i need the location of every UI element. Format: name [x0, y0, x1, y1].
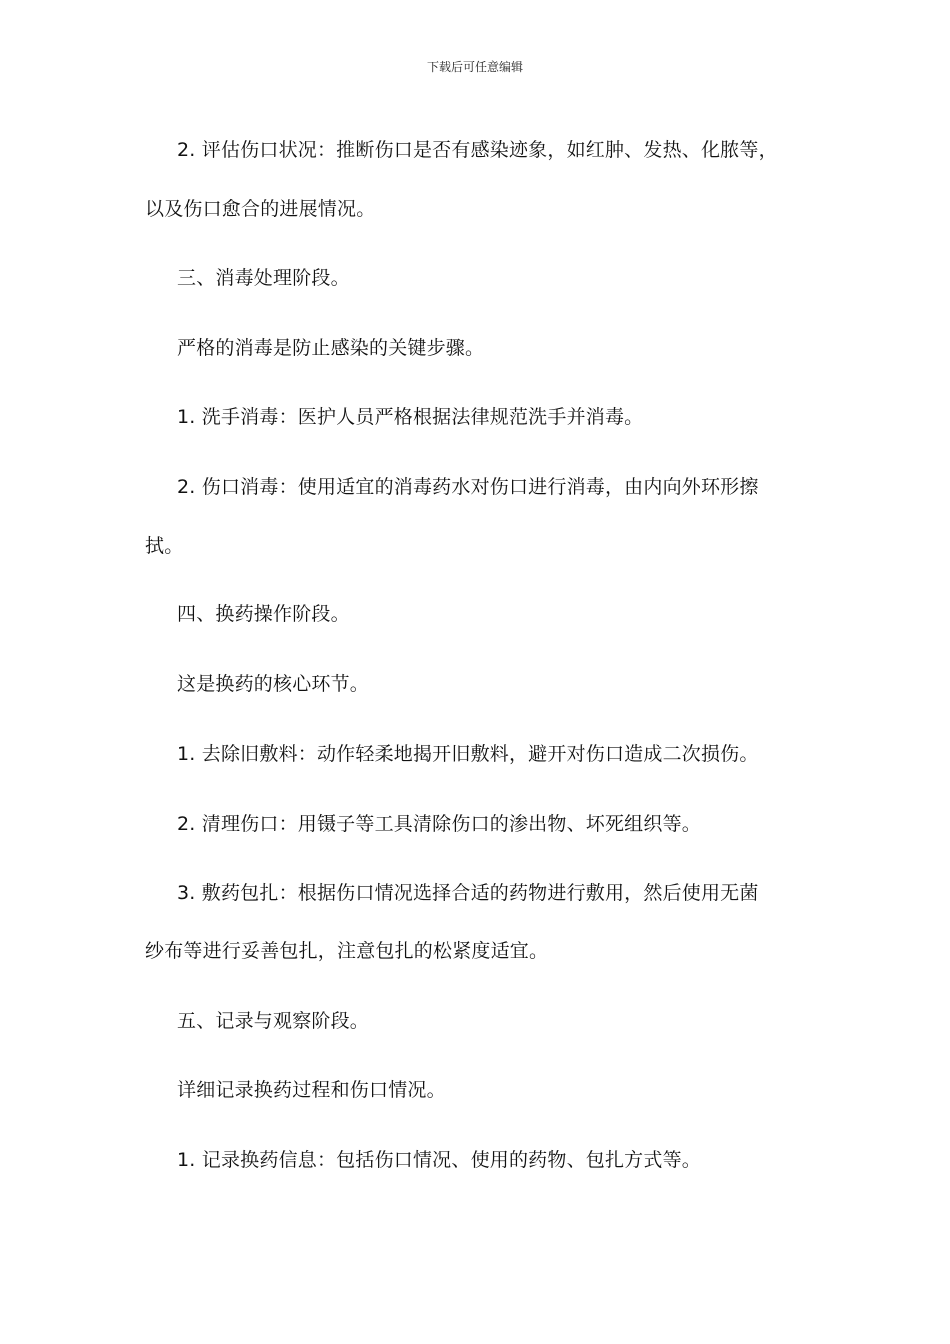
item-record-info: 1. 记录换药信息：包括伤口情况、使用的药物、包扎方式等。 — [177, 1149, 701, 1171]
item-assess-wound: 2. 评估伤口状况：推断伤口是否有感染迹象，如红肿、发热、化脓等， — [177, 139, 778, 161]
item-wound-disinfection-cont: 拭。 — [145, 535, 184, 557]
item-wound-disinfection: 2. 伤口消毒：使用适宜的消毒药水对伤口进行消毒，由内向外环形擦 — [177, 476, 759, 498]
item-assess-wound-cont: 以及伤口愈合的进展情况。 — [145, 198, 376, 220]
section-heading-dressing-change: 四、换药操作阶段。 — [177, 603, 350, 625]
item-hand-disinfection: 1. 洗手消毒：医护人员严格根据法律规范洗手并消毒。 — [177, 406, 644, 428]
item-clean-wound: 2. 清理伤口：用镊子等工具清除伤口的渗出物、坏死组织等。 — [177, 813, 701, 835]
page-header: 下载后可任意编辑 — [426, 60, 523, 74]
item-apply-medicine-cont: 纱布等进行妥善包扎，注意包扎的松紧度适宜。 — [145, 940, 549, 962]
paragraph-disinfection-intro: 严格的消毒是防止感染的关键步骤。 — [177, 337, 485, 359]
paragraph-dressing-intro: 这是换药的核心环节。 — [177, 673, 370, 695]
item-apply-medicine: 3. 敷药包扎：根据伤口情况选择合适的药物进行敷用，然后使用无菌 — [177, 882, 759, 904]
section-heading-disinfection: 三、消毒处理阶段。 — [177, 267, 350, 289]
paragraph-record-intro: 详细记录换药过程和伤口情况。 — [177, 1079, 446, 1101]
section-heading-record: 五、记录与观察阶段。 — [177, 1010, 370, 1032]
item-remove-old-dressing: 1. 去除旧敷料：动作轻柔地揭开旧敷料，避开对伤口造成二次损伤。 — [177, 743, 759, 765]
